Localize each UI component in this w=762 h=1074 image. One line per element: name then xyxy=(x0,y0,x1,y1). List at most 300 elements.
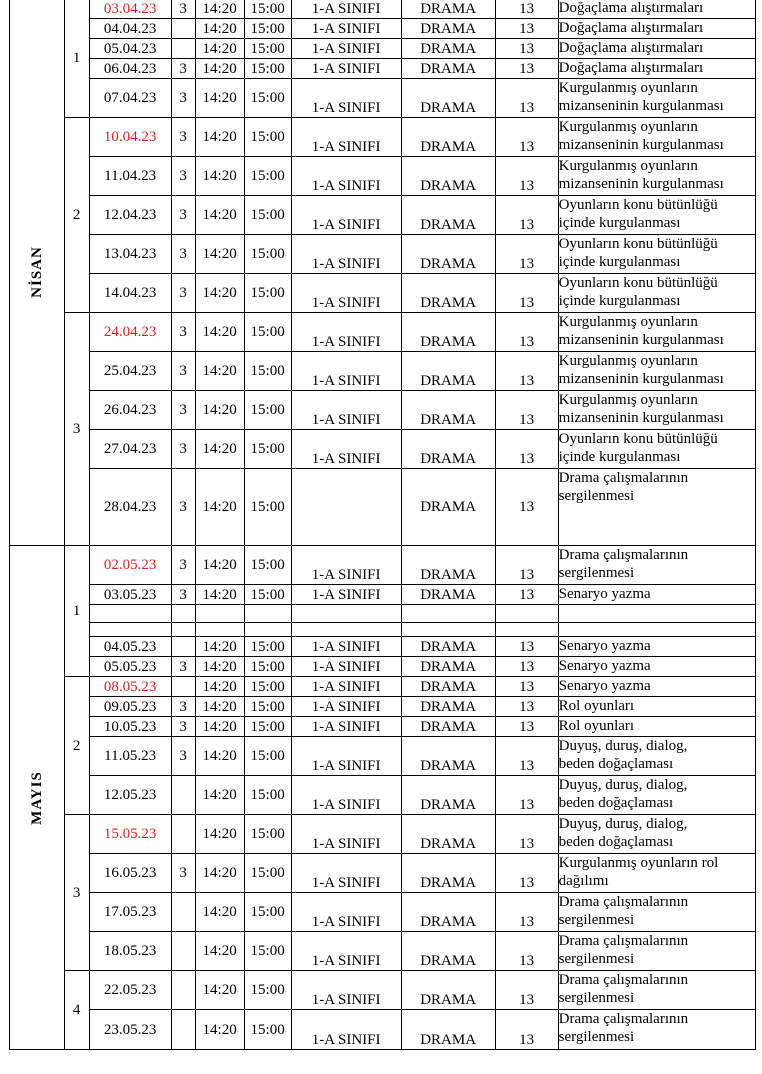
start-time-cell: 14:20 xyxy=(195,79,244,118)
end-time-cell: 15:00 xyxy=(244,430,291,469)
end-time-cell: 15:00 xyxy=(244,19,291,39)
end-time-cell: 15:00 xyxy=(244,196,291,235)
topic-line: içinde kurgulanması xyxy=(558,293,681,309)
date-cell: 25.04.23 xyxy=(89,352,171,391)
start-time-cell: 14:20 xyxy=(195,469,244,546)
topic-line: içinde kurgulanması xyxy=(558,254,681,270)
date-cell: 17.05.23 xyxy=(89,893,171,932)
hours-cell xyxy=(171,932,195,971)
lesson-cell: DRAMA xyxy=(401,932,495,971)
topic-line: Doğaçlama alıştırmaları xyxy=(558,20,704,36)
topic-cell xyxy=(558,893,755,932)
hours-cell: 3 xyxy=(171,854,195,893)
topic-cell xyxy=(558,118,755,157)
topic-cell xyxy=(558,79,755,118)
topic-line: Drama çalışmalarının xyxy=(558,470,689,486)
lesson-cell: DRAMA xyxy=(401,19,495,39)
topic-cell xyxy=(558,59,755,79)
student-count-cell: 13 xyxy=(495,815,558,854)
class-cell: 1-A SINIFI xyxy=(291,157,401,196)
week-number: 3 xyxy=(64,815,89,971)
student-count-cell: 13 xyxy=(495,430,558,469)
topic-cell xyxy=(558,971,755,1010)
topic-cell xyxy=(558,605,755,623)
topic-cell xyxy=(558,776,755,815)
end-time-cell: 15:00 xyxy=(244,546,291,585)
topic-line: mizanseninin kurgulanması xyxy=(558,98,724,114)
topic-cell xyxy=(558,657,755,677)
table-row xyxy=(10,39,756,59)
student-count-cell: 13 xyxy=(495,274,558,313)
student-count-cell: 13 xyxy=(495,893,558,932)
topic-cell xyxy=(558,737,755,776)
topic-line: sergilenmesi xyxy=(558,1029,635,1045)
hours-cell: 3 xyxy=(171,430,195,469)
table-row xyxy=(10,19,756,39)
hours-cell: 3 xyxy=(171,313,195,352)
table-row xyxy=(10,274,756,313)
class-cell: 1-A SINIFI xyxy=(291,657,401,677)
hours-cell: 3 xyxy=(171,157,195,196)
lesson-cell: DRAMA xyxy=(401,815,495,854)
end-time-cell: 15:00 xyxy=(244,776,291,815)
topic-line: mizanseninin kurgulanması xyxy=(558,137,724,153)
topic-line: Oyunların konu bütünlüğü xyxy=(558,236,718,252)
table-row xyxy=(10,971,756,1010)
date-cell: 15.05.23 xyxy=(89,815,171,854)
student-count-cell: 13 xyxy=(495,19,558,39)
class-cell: 1-A SINIFI xyxy=(291,352,401,391)
start-time-cell: 14:20 xyxy=(195,313,244,352)
class-cell: 1-A SINIFI xyxy=(291,196,401,235)
table-row xyxy=(10,623,756,637)
start-time-cell: 14:20 xyxy=(195,19,244,39)
class-cell: 1-A SINIFI xyxy=(291,737,401,776)
topic-line: sergilenmesi xyxy=(558,565,635,581)
start-time-cell: 14:20 xyxy=(195,391,244,430)
end-time-cell: 15:00 xyxy=(244,235,291,274)
start-time-cell xyxy=(195,605,244,623)
date-cell: 05.04.23 xyxy=(89,39,171,59)
date-cell: 12.05.23 xyxy=(89,776,171,815)
table-row xyxy=(10,469,756,546)
topic-line: Kurgulanmış oyunların xyxy=(558,392,698,408)
date-cell: 11.05.23 xyxy=(89,737,171,776)
end-time-cell: 15:00 xyxy=(244,657,291,677)
end-time-cell: 15:00 xyxy=(244,39,291,59)
week-number: 2 xyxy=(64,677,89,815)
topic-cell xyxy=(558,391,755,430)
month-label-cell xyxy=(10,0,65,546)
class-cell: 1-A SINIFI xyxy=(291,79,401,118)
class-cell xyxy=(291,605,401,623)
end-time-cell: 15:00 xyxy=(244,585,291,605)
lesson-cell: DRAMA xyxy=(401,39,495,59)
end-time-cell: 15:00 xyxy=(244,118,291,157)
hours-cell: 3 xyxy=(171,737,195,776)
start-time-cell: 14:20 xyxy=(195,717,244,737)
topic-line: Kurgulanmış oyunların xyxy=(558,314,698,330)
start-time-cell: 14:20 xyxy=(195,697,244,717)
start-time-cell: 14:20 xyxy=(195,196,244,235)
hours-cell xyxy=(171,776,195,815)
table-row xyxy=(10,391,756,430)
lesson-cell xyxy=(401,623,495,637)
hours-cell: 3 xyxy=(171,79,195,118)
topic-line: beden doğaçlaması xyxy=(558,834,674,850)
student-count-cell: 13 xyxy=(495,313,558,352)
date-cell: 13.04.23 xyxy=(89,235,171,274)
start-time-cell: 14:20 xyxy=(195,157,244,196)
class-cell: 1-A SINIFI xyxy=(291,585,401,605)
end-time-cell: 15:00 xyxy=(244,0,291,19)
table-row xyxy=(10,313,756,352)
topic-line: beden doğaçlaması xyxy=(558,756,674,772)
class-cell: 1-A SINIFI xyxy=(291,19,401,39)
hours-cell: 3 xyxy=(171,717,195,737)
date-cell: 10.04.23 xyxy=(89,118,171,157)
table-row xyxy=(10,737,756,776)
hours-cell: 3 xyxy=(171,274,195,313)
student-count-cell: 13 xyxy=(495,235,558,274)
lesson-cell: DRAMA xyxy=(401,737,495,776)
table-row xyxy=(10,776,756,815)
table-row xyxy=(10,235,756,274)
hours-cell xyxy=(171,1010,195,1050)
student-count-cell: 13 xyxy=(495,971,558,1010)
date-cell: 07.04.23 xyxy=(89,79,171,118)
table-row xyxy=(10,352,756,391)
start-time-cell: 14:20 xyxy=(195,118,244,157)
date-cell: 04.04.23 xyxy=(89,19,171,39)
month-name: MAYIS xyxy=(28,770,45,825)
start-time-cell: 14:20 xyxy=(195,59,244,79)
week-number: 1 xyxy=(64,546,89,677)
lesson-cell: DRAMA xyxy=(401,546,495,585)
end-time-cell: 15:00 xyxy=(244,79,291,118)
topic-line: sergilenmesi xyxy=(558,951,635,967)
hours-cell: 3 xyxy=(171,59,195,79)
end-time-cell: 15:00 xyxy=(244,971,291,1010)
start-time-cell: 14:20 xyxy=(195,776,244,815)
student-count-cell: 13 xyxy=(495,1010,558,1050)
table-row xyxy=(10,677,756,697)
lesson-cell: DRAMA xyxy=(401,157,495,196)
topic-line: Duyuş, duruş, dialog, xyxy=(558,816,688,832)
student-count-cell: 13 xyxy=(495,737,558,776)
student-count-cell: 13 xyxy=(495,637,558,657)
end-time-cell: 15:00 xyxy=(244,737,291,776)
start-time-cell: 14:20 xyxy=(195,737,244,776)
hours-cell: 3 xyxy=(171,235,195,274)
lesson-cell: DRAMA xyxy=(401,893,495,932)
lesson-cell: DRAMA xyxy=(401,677,495,697)
class-cell xyxy=(291,623,401,637)
start-time-cell: 14:20 xyxy=(195,893,244,932)
start-time-cell: 14:20 xyxy=(195,430,244,469)
topic-line: Doğaçlama alıştırmaları xyxy=(558,40,704,56)
topic-cell xyxy=(558,0,755,19)
lesson-cell: DRAMA xyxy=(401,79,495,118)
topic-cell xyxy=(558,1010,755,1050)
end-time-cell: 15:00 xyxy=(244,893,291,932)
hours-cell: 3 xyxy=(171,469,195,546)
lesson-cell: DRAMA xyxy=(401,469,495,546)
table-row xyxy=(10,546,756,585)
table-row xyxy=(10,697,756,717)
topic-line: beden doğaçlaması xyxy=(558,795,674,811)
student-count-cell: 13 xyxy=(495,854,558,893)
end-time-cell: 15:00 xyxy=(244,677,291,697)
topic-cell xyxy=(558,546,755,585)
end-time-cell: 15:00 xyxy=(244,391,291,430)
topic-cell xyxy=(558,717,755,737)
end-time-cell: 15:00 xyxy=(244,815,291,854)
topic-line: Doğaçlama alıştırmaları xyxy=(558,0,704,16)
topic-cell xyxy=(558,196,755,235)
student-count-cell: 13 xyxy=(495,157,558,196)
class-cell xyxy=(291,469,401,546)
lesson-cell xyxy=(401,605,495,623)
student-count-cell: 13 xyxy=(495,585,558,605)
end-time-cell xyxy=(244,605,291,623)
start-time-cell: 14:20 xyxy=(195,352,244,391)
end-time-cell: 15:00 xyxy=(244,717,291,737)
hours-cell xyxy=(171,893,195,932)
topic-line: Oyunların konu bütünlüğü xyxy=(558,197,718,213)
topic-line: Drama çalışmalarının xyxy=(558,972,689,988)
topic-cell xyxy=(558,623,755,637)
class-cell: 1-A SINIFI xyxy=(291,677,401,697)
end-time-cell: 15:00 xyxy=(244,352,291,391)
topic-cell xyxy=(558,19,755,39)
hours-cell: 3 xyxy=(171,118,195,157)
topic-line: Kurgulanmış oyunların xyxy=(558,353,698,369)
student-count-cell: 13 xyxy=(495,932,558,971)
start-time-cell: 14:20 xyxy=(195,274,244,313)
student-count-cell: 13 xyxy=(495,118,558,157)
lesson-cell: DRAMA xyxy=(401,971,495,1010)
topic-line: Duyuş, duruş, dialog, xyxy=(558,738,688,754)
start-time-cell: 14:20 xyxy=(195,637,244,657)
student-count-cell: 13 xyxy=(495,39,558,59)
table-row xyxy=(10,1010,756,1050)
date-cell: 02.05.23 xyxy=(89,546,171,585)
class-cell: 1-A SINIFI xyxy=(291,546,401,585)
table-row xyxy=(10,59,756,79)
month-label-cell xyxy=(10,546,65,1050)
topic-line: dağılımı xyxy=(558,873,609,889)
topic-line: mizanseninin kurgulanması xyxy=(558,410,724,426)
lesson-cell: DRAMA xyxy=(401,196,495,235)
lesson-cell: DRAMA xyxy=(401,1010,495,1050)
class-cell: 1-A SINIFI xyxy=(291,815,401,854)
table-row xyxy=(10,157,756,196)
lesson-cell: DRAMA xyxy=(401,59,495,79)
end-time-cell xyxy=(244,623,291,637)
date-cell: 18.05.23 xyxy=(89,932,171,971)
student-count-cell: 13 xyxy=(495,0,558,19)
topic-line: mizanseninin kurgulanması xyxy=(558,371,724,387)
lesson-cell: DRAMA xyxy=(401,657,495,677)
end-time-cell: 15:00 xyxy=(244,274,291,313)
topic-cell xyxy=(558,157,755,196)
date-cell: 08.05.23 xyxy=(89,677,171,697)
hours-cell xyxy=(171,605,195,623)
class-cell: 1-A SINIFI xyxy=(291,59,401,79)
class-cell: 1-A SINIFI xyxy=(291,235,401,274)
topic-line: Senaryo yazma xyxy=(558,658,651,674)
start-time-cell: 14:20 xyxy=(195,1010,244,1050)
class-cell: 1-A SINIFI xyxy=(291,39,401,59)
student-count-cell: 13 xyxy=(495,776,558,815)
hours-cell xyxy=(171,815,195,854)
topic-line: Kurgulanmış oyunların xyxy=(558,119,698,135)
date-cell: 04.05.23 xyxy=(89,637,171,657)
start-time-cell: 14:20 xyxy=(195,585,244,605)
topic-cell xyxy=(558,932,755,971)
start-time-cell: 14:20 xyxy=(195,932,244,971)
class-cell: 1-A SINIFI xyxy=(291,391,401,430)
table-row xyxy=(10,430,756,469)
class-cell: 1-A SINIFI xyxy=(291,717,401,737)
hours-cell: 3 xyxy=(171,546,195,585)
topic-cell xyxy=(558,313,755,352)
lesson-cell: DRAMA xyxy=(401,637,495,657)
topic-cell xyxy=(558,677,755,697)
date-cell: 06.04.23 xyxy=(89,59,171,79)
student-count-cell xyxy=(495,605,558,623)
lesson-cell: DRAMA xyxy=(401,235,495,274)
date-cell xyxy=(89,623,171,637)
lesson-cell: DRAMA xyxy=(401,854,495,893)
student-count-cell: 13 xyxy=(495,196,558,235)
start-time-cell: 14:20 xyxy=(195,0,244,19)
topic-line: Kurgulanmış oyunların rol xyxy=(558,855,719,871)
topic-cell xyxy=(558,854,755,893)
week-number: 3 xyxy=(64,313,89,546)
table-row xyxy=(10,815,756,854)
table-row xyxy=(10,657,756,677)
month-name: NİSAN xyxy=(28,246,45,298)
table-row xyxy=(10,585,756,605)
lesson-cell: DRAMA xyxy=(401,585,495,605)
topic-line: sergilenmesi xyxy=(558,488,635,504)
topic-line: sergilenmesi xyxy=(558,990,635,1006)
date-cell: 28.04.23 xyxy=(89,469,171,546)
class-cell: 1-A SINIFI xyxy=(291,0,401,19)
class-cell: 1-A SINIFI xyxy=(291,932,401,971)
week-number: 4 xyxy=(64,971,89,1050)
end-time-cell: 15:00 xyxy=(244,313,291,352)
topic-line: Kurgulanmış oyunların xyxy=(558,158,698,174)
topic-line: Drama çalışmalarının xyxy=(558,547,689,563)
topic-line: Senaryo yazma xyxy=(558,586,651,602)
topic-cell xyxy=(558,815,755,854)
end-time-cell: 15:00 xyxy=(244,59,291,79)
hours-cell: 3 xyxy=(171,657,195,677)
hours-cell: 3 xyxy=(171,0,195,19)
topic-line: Rol oyunları xyxy=(558,698,635,714)
start-time-cell: 14:20 xyxy=(195,235,244,274)
hours-cell: 3 xyxy=(171,697,195,717)
week-number: 2 xyxy=(64,118,89,313)
start-time-cell xyxy=(195,623,244,637)
start-time-cell: 14:20 xyxy=(195,854,244,893)
student-count-cell: 13 xyxy=(495,391,558,430)
end-time-cell: 15:00 xyxy=(244,469,291,546)
date-cell: 09.05.23 xyxy=(89,697,171,717)
table-row xyxy=(10,717,756,737)
class-cell: 1-A SINIFI xyxy=(291,118,401,157)
lesson-cell: DRAMA xyxy=(401,697,495,717)
date-cell: 05.05.23 xyxy=(89,657,171,677)
class-cell: 1-A SINIFI xyxy=(291,854,401,893)
end-time-cell: 15:00 xyxy=(244,932,291,971)
end-time-cell: 15:00 xyxy=(244,637,291,657)
date-cell: 23.05.23 xyxy=(89,1010,171,1050)
student-count-cell: 13 xyxy=(495,59,558,79)
lesson-cell: DRAMA xyxy=(401,313,495,352)
date-cell: 14.04.23 xyxy=(89,274,171,313)
lesson-cell: DRAMA xyxy=(401,717,495,737)
lesson-cell: DRAMA xyxy=(401,274,495,313)
end-time-cell: 15:00 xyxy=(244,1010,291,1050)
topic-cell xyxy=(558,697,755,717)
student-count-cell xyxy=(495,623,558,637)
hours-cell xyxy=(171,971,195,1010)
hours-cell: 3 xyxy=(171,352,195,391)
table-row xyxy=(10,854,756,893)
student-count-cell: 13 xyxy=(495,717,558,737)
topic-cell xyxy=(558,352,755,391)
topic-line: Doğaçlama alıştırmaları xyxy=(558,60,704,76)
start-time-cell: 14:20 xyxy=(195,971,244,1010)
topic-line: Oyunların konu bütünlüğü xyxy=(558,275,718,291)
lesson-cell: DRAMA xyxy=(401,391,495,430)
table-row xyxy=(10,79,756,118)
topic-line: içinde kurgulanması xyxy=(558,215,681,231)
class-cell: 1-A SINIFI xyxy=(291,430,401,469)
topic-line: Oyunların konu bütünlüğü xyxy=(558,431,718,447)
start-time-cell: 14:20 xyxy=(195,657,244,677)
start-time-cell: 14:20 xyxy=(195,677,244,697)
start-time-cell: 14:20 xyxy=(195,815,244,854)
table-row xyxy=(10,0,756,19)
hours-cell xyxy=(171,19,195,39)
table-row xyxy=(10,932,756,971)
hours-cell xyxy=(171,637,195,657)
lesson-cell: DRAMA xyxy=(401,118,495,157)
hours-cell xyxy=(171,677,195,697)
class-cell: 1-A SINIFI xyxy=(291,313,401,352)
date-cell: 22.05.23 xyxy=(89,971,171,1010)
lesson-cell: DRAMA xyxy=(401,430,495,469)
student-count-cell: 13 xyxy=(495,657,558,677)
date-cell xyxy=(89,605,171,623)
date-cell: 24.04.23 xyxy=(89,313,171,352)
topic-cell xyxy=(558,637,755,657)
class-cell: 1-A SINIFI xyxy=(291,893,401,932)
date-cell: 12.04.23 xyxy=(89,196,171,235)
hours-cell: 3 xyxy=(171,391,195,430)
class-cell: 1-A SINIFI xyxy=(291,637,401,657)
hours-cell: 3 xyxy=(171,196,195,235)
end-time-cell: 15:00 xyxy=(244,697,291,717)
lesson-cell: DRAMA xyxy=(401,0,495,19)
table-row xyxy=(10,196,756,235)
topic-cell xyxy=(558,235,755,274)
